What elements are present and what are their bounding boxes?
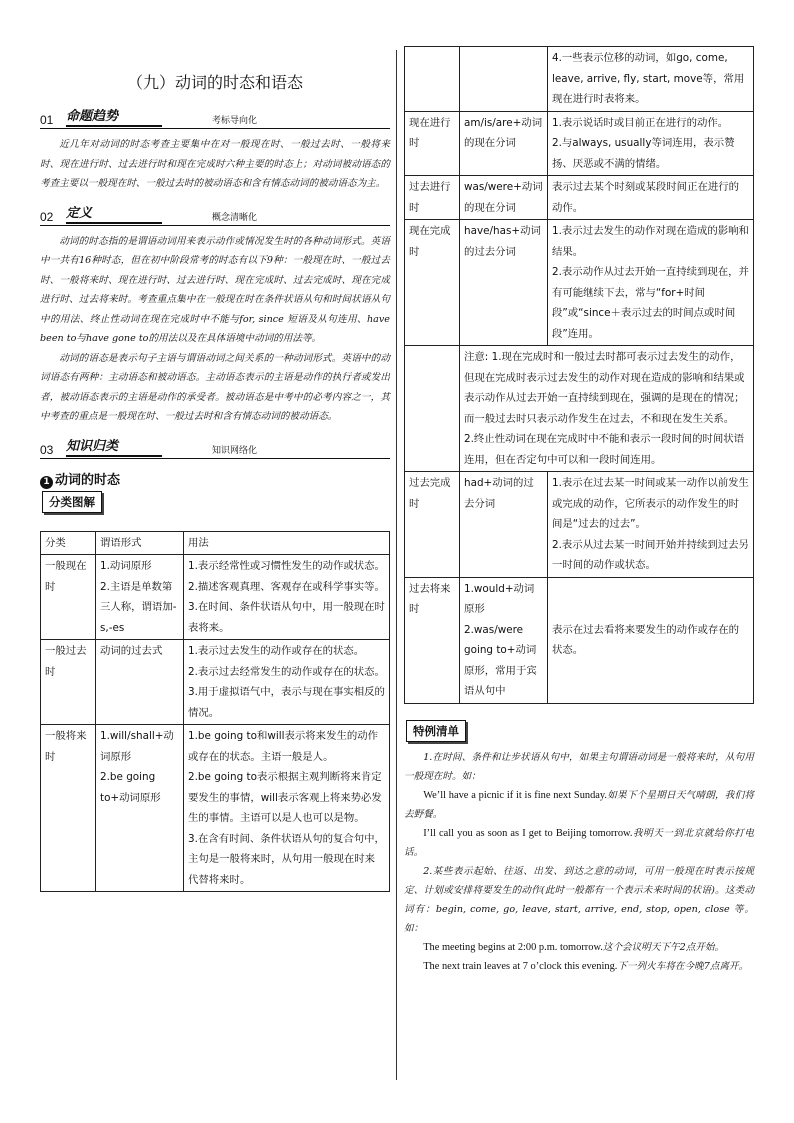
tense-usage <box>184 555 390 640</box>
table-row <box>405 472 754 578</box>
special-rule-2: 2.某些表示起始、往返、出发、到达之意的动词，可用一般现在时表示按规定、计划或安排将要发生的动作(此时一般都有一个表示未来时间的状语)。这类动词有：begin, come, go, leave, start, arrive, end, stop, open, close 等。如： <box>404 865 754 934</box>
tense-form: was/were+动词的现在分词 <box>460 176 548 220</box>
usage-line: 1.表示过去发生的动作或存在的状态。 <box>188 645 365 657</box>
special-cases-block <box>404 718 754 976</box>
special-cases-label: 特例清单 <box>406 720 466 742</box>
tense-usage <box>548 220 754 346</box>
usage-line: 2.表示动作从过去开始一直持续到现在，并有可能继续下去，常与“for+时间段”或“since＋表示过去的时间点或时间段”连用。 <box>552 266 749 340</box>
usage-line: 2.be going to表示根据主观判断将来肯定要发生的事情，will表示客观上将来势必发生的事情。主语可以是人也可以是物。 <box>188 771 382 824</box>
example-chinese: 我明天一到北京就给你打电话。 <box>404 827 755 858</box>
section-name: 知识归类 <box>66 435 162 457</box>
page-title: （九）动词的时态和语态 <box>126 73 303 92</box>
note-cell <box>460 346 754 472</box>
tense-name: 一般现在时 <box>41 555 96 640</box>
category-label: 分类图解 <box>42 491 102 513</box>
tense-name: 一般过去时 <box>41 640 96 725</box>
tense-form <box>96 640 184 725</box>
numbered-circle-icon: 1 <box>40 476 53 489</box>
table-row <box>41 725 390 892</box>
special-rule-1: 1.在时间、条件和让步状语从句中，如果主句谓语动词是一般将来时，从句用一般现在时。如： <box>404 751 754 782</box>
table-row <box>405 47 754 112</box>
usage-line: 1.be going to和will表示将来发生的动作或存在的状态。主语一般是人。 <box>188 730 379 763</box>
example-english: We’ll have a picnic if it is fine next Sunday. <box>423 789 608 801</box>
usage-line: 1.表示过去发生的动作对现在造成的影响和结果。 <box>552 225 749 258</box>
example-english: The meeting begins at 2:00 p.m. tomorrow. <box>423 941 603 953</box>
form-line: 2.be going to+动词原形 <box>100 771 161 804</box>
tense-name: 一般将来时 <box>41 725 96 892</box>
usage-line: 3.在含有时间、条件状语从句的复合句中，主句是一般将来时，从句用一般现在时来代替将来时。 <box>188 832 385 886</box>
usage-line: 1.表示经常性或习惯性发生的动作或状态。 <box>188 560 385 572</box>
empty-cell <box>460 47 548 112</box>
table-row <box>405 220 754 346</box>
definition-paragraph-1: 动词的时态指的是谓语动词用来表示动作或情况发生时的各种动词形式。英语中一共有16种时态，但在初中阶段常考的时态有以下9种：一般现在时、一般过去时、一般将来时、现在进行时、过去进行时、现在完成时、过去完成时、现在完成进行时、过去将来时。考查重点集中在一般现在时在条件状语从句和时间状语从句中的用法、终止性动词在现在完成时中不能与for, since 短语及从句连用、have been to与have gone to的用法以及在具体语境中动词的用法等。 <box>40 235 390 344</box>
example-sentence <box>404 938 754 957</box>
definition-paragraph-2: 动词的语态是表示句子主语与谓语动词之间关系的一种动词形式。英语中的动词语态有两种：主动语态和被动语态。主动语态表示的主语是动作的执行者或发出者，被动语态表示的主语是动作的承受者。被动语态是中考中的必考内容之一，其中考查的重点是一般现在时、一般过去时和含有情态动词的被动语态。 <box>40 352 390 422</box>
tense-form <box>96 725 184 892</box>
tense-usage: 4.一些表示位移的动词，如go, come, leave, arrive, fly, start, move等，常用现在进行时表将来。 <box>548 47 754 112</box>
usage-line: 2.表示过去经常发生的动作或存在的状态。 <box>188 665 385 678</box>
section-number: 02 <box>40 209 54 224</box>
table-row <box>41 555 390 640</box>
example-sentence <box>404 786 754 824</box>
table-row <box>405 577 754 703</box>
section-subtitle: 知识网络化 <box>212 445 258 456</box>
usage-line: 3.用于虚拟语气中，表示与现在事实相反的情况。 <box>188 686 385 719</box>
example-chinese: 如果下个星期日天气晴朗，我们将去野餐。 <box>404 789 754 820</box>
usage-line: 2.表示从过去某一时间开始并持续到过去另一时间的动作或状态。 <box>552 538 749 571</box>
form-line: 1.will/shall+动词原形 <box>100 730 174 763</box>
usage-line: 1.表示说话时或目前正在进行的动作。 <box>552 116 729 129</box>
table-header: 分类 <box>41 531 96 555</box>
tense-usage: 表示过去某个时刻或某段时间正在进行的动作。 <box>548 176 754 220</box>
example-chinese: 下一列火车将在今晚7点离开。 <box>617 960 749 972</box>
tense-form: had+动词的过去分词 <box>460 472 548 578</box>
section-name: 定义 <box>66 202 162 224</box>
tense-usage: 表示在过去看将来要发生的动作或存在的状态。 <box>548 577 754 703</box>
section-heading-definition <box>40 202 390 224</box>
section-subtitle: 概念清晰化 <box>212 212 258 223</box>
trend-paragraph: 近几年对动词的时态考查主要集中在对一般现在时、一般过去时、一般将来时、现在进行时、过去进行时和现在完成时六种主要的时态上；对动词被动语态的考查主要以一般现在时、一般过去时的被动语态和含有情态动词的被动语态为主。 <box>40 139 390 189</box>
subsection-title <box>40 469 390 489</box>
table-header-row <box>41 531 390 555</box>
example-chinese: 这个会议明天下午2点开始。 <box>602 941 725 953</box>
section-number: 01 <box>40 113 54 127</box>
section-rule <box>40 458 390 459</box>
section-number: 03 <box>40 442 54 457</box>
form-line: 2.主语是单数第三人称，谓语加-s,-es <box>100 580 177 634</box>
section-rule <box>40 225 390 226</box>
usage-line: 1.表示在过去某一时间或某一动作以前发生或完成的动作，它所表示的动作发生的时间是“过去的过去”。 <box>552 477 749 530</box>
empty-cell <box>405 346 460 472</box>
tense-name: 过去完成时 <box>405 472 460 578</box>
example-sentence <box>404 824 754 862</box>
section-rule <box>40 128 390 129</box>
usage-line: 3.在时间、条件状语从句中，用一般现在时表将来。 <box>188 601 385 634</box>
tense-form: am/is/are+动词的现在分词 <box>460 111 548 176</box>
tense-name: 过去进行时 <box>405 176 460 220</box>
empty-cell <box>405 47 460 112</box>
left-column <box>40 66 390 892</box>
tense-table-right <box>404 46 754 704</box>
section-name: 命题趋势 <box>66 105 162 127</box>
note-line: 2.终止性动词在现在完成时中不能和表示一段时间的时间状语连用，但在否定句中可以和一段时间连用。 <box>464 433 745 466</box>
tense-usage <box>548 472 754 578</box>
tense-name: 过去将来时 <box>405 577 460 703</box>
example-sentence <box>404 957 754 976</box>
subsection-title-text: 动词的时态 <box>55 472 121 488</box>
tense-form: 1.would+动词原形 2.was/were going to+动词原形，常用于宾语从句中 <box>460 577 548 703</box>
example-english: I’ll call you as soon as I get to Beijing tomorrow. <box>423 827 633 839</box>
tense-usage <box>184 640 390 725</box>
tense-form <box>96 555 184 640</box>
tense-form: have/has+动词的过去分词 <box>460 220 548 346</box>
section-heading-knowledge <box>40 435 390 457</box>
table-row <box>41 640 390 725</box>
note-line: 注意: 1.现在完成时和一般过去时都可表示过去发生的动作，但现在完成时表示过去发生的动作对现在造成的影响和结果或表示动作从过去开始一直持续到现在，强调的是现在的情况；而一般过去时只表示动作发生在过去，不和现在发生关系。 <box>464 351 745 425</box>
section-subtitle: 考标导向化 <box>212 116 258 126</box>
tense-name: 现在进行时 <box>405 111 460 176</box>
tense-usage <box>548 111 754 176</box>
table-row <box>405 111 754 176</box>
usage-line: 2.与always, usually等词连用，表示赞扬、厌恶或不满的情绪。 <box>552 137 735 170</box>
section-heading-trend <box>40 105 390 127</box>
tense-name: 现在完成时 <box>405 220 460 346</box>
column-divider <box>396 50 397 1080</box>
tense-usage <box>184 725 390 892</box>
table-header: 用法 <box>184 531 390 555</box>
table-row <box>405 176 754 220</box>
form-line: 1.动词原形 <box>100 560 152 572</box>
table-row <box>405 346 754 472</box>
right-column <box>404 46 754 976</box>
table-header: 谓语形式 <box>96 531 184 555</box>
example-english: The next train leaves at 7 o’clock this evening. <box>423 960 618 972</box>
usage-line: 2.描述客观真理、客观存在或科学事实等。 <box>188 580 385 593</box>
form-line: 动词的过去式 <box>100 645 163 657</box>
tense-table-left <box>40 531 390 893</box>
